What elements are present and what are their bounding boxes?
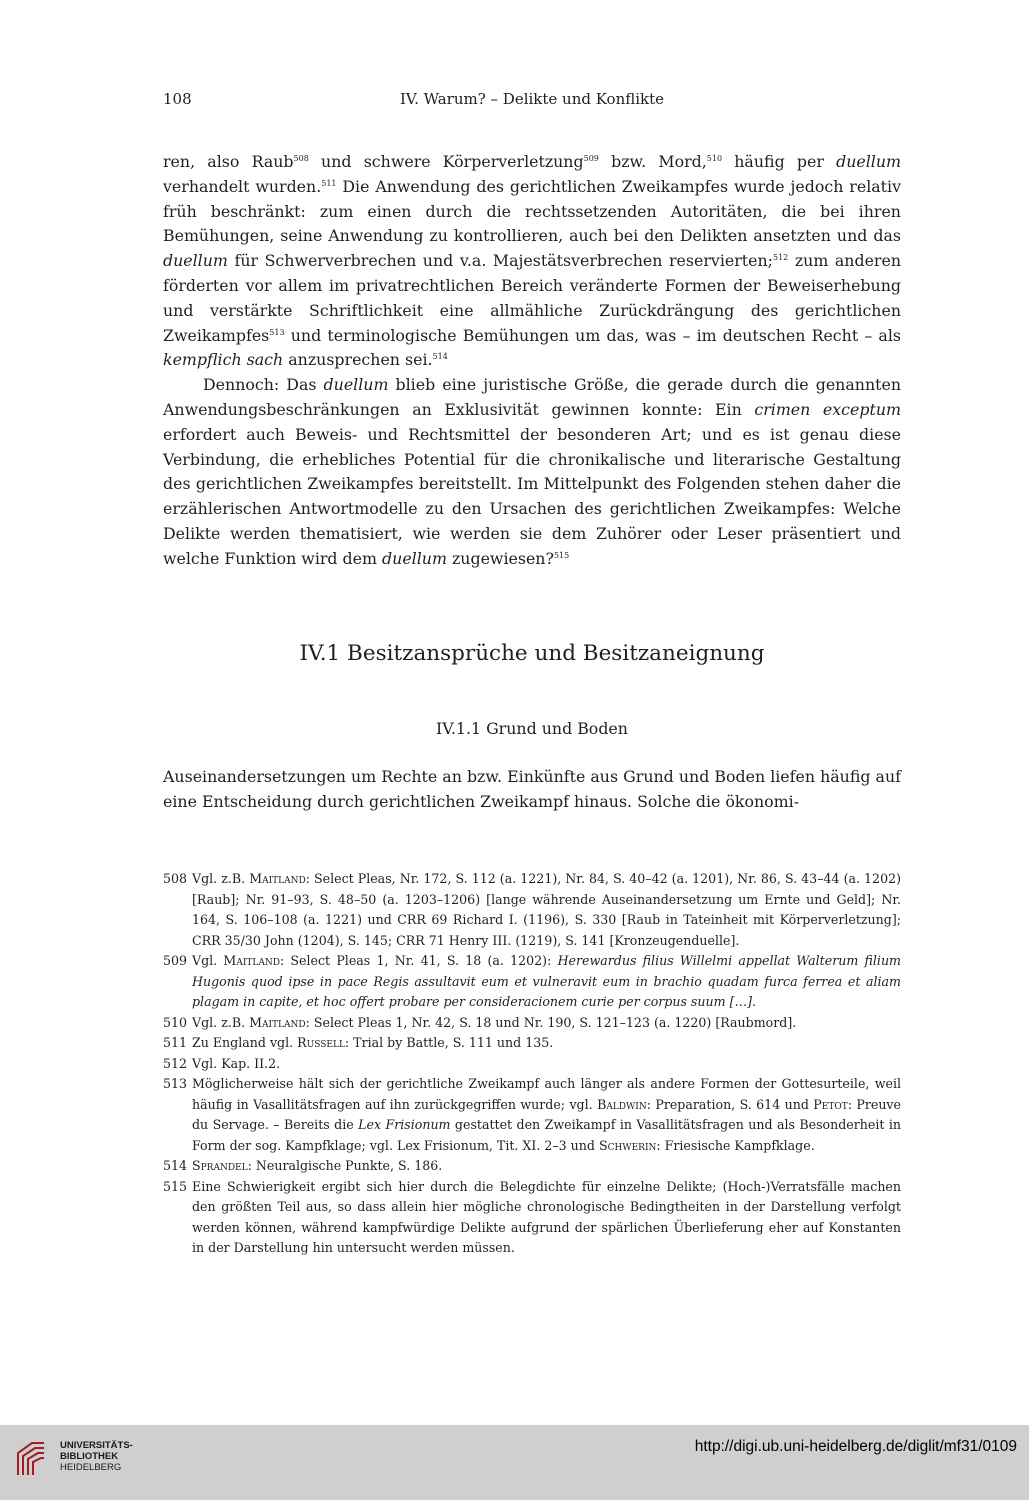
page-number: 108 bbox=[163, 90, 192, 108]
library-logo-icon bbox=[14, 1439, 48, 1479]
author-name: Maitland bbox=[249, 1014, 306, 1030]
footnote-ref-515[interactable]: 515 bbox=[553, 550, 570, 560]
footnote-number: 513 bbox=[163, 1076, 188, 1091]
footnote-512 bbox=[163, 1054, 901, 1075]
italic-term: Lex Frisionum bbox=[358, 1117, 451, 1132]
footnote-number: 511 bbox=[163, 1035, 188, 1050]
italic-term: crimen exceptum bbox=[754, 399, 901, 419]
author-name: Russell bbox=[297, 1035, 345, 1050]
italic-term: duellum bbox=[323, 375, 389, 395]
author-name: Maitland bbox=[223, 953, 280, 968]
text-run: Dennoch: Das bbox=[203, 375, 324, 395]
text-run: Zu England vgl. bbox=[192, 1035, 298, 1050]
footnote-text bbox=[192, 1177, 901, 1259]
text-run: und schwere Körperverletzung bbox=[308, 152, 584, 171]
logo-line-2: BIBLIOTHEK bbox=[60, 1451, 119, 1462]
text-run: Die Anwendung des gerichtlichen Zweikampfes wurde jedoch relativ früh beschränkt: zum einen durch die rechtssetzenden Autoritäten, die bei ihren Bemühungen, seine Anwendung zu kontrollieren, auch bei den Delikten ansetzten und das bbox=[163, 176, 901, 246]
text-run: gestattet den Zweikampf in Vasallitätsfragen und als Besonderheit in Form der sog. Kampfklage; vgl. Lex Frisionum, Tit. XI. 2–3 und bbox=[192, 1117, 901, 1153]
footnote-509 bbox=[163, 951, 901, 1013]
text-run: : Neuralgische Punkte, S. 186. bbox=[247, 1158, 443, 1173]
logo-line-3: HEIDELBERG bbox=[60, 1462, 122, 1473]
author-name: Maitland bbox=[249, 871, 306, 886]
paragraph-1 bbox=[163, 150, 901, 373]
italic-term: duellum bbox=[163, 251, 228, 271]
footnote-ref-508[interactable]: 508 bbox=[293, 154, 309, 163]
text-run: : Preparation, S. 614 und bbox=[646, 1096, 814, 1112]
subsection-heading: IV.1.1 Grund und Boden bbox=[436, 719, 628, 738]
text-run: anzusprechen sei. bbox=[283, 350, 433, 370]
paragraph-2 bbox=[163, 373, 901, 571]
footnote-number: 512 bbox=[163, 1055, 188, 1071]
footnote-ref-511[interactable]: 511 bbox=[321, 178, 337, 188]
author-name: Sprandel bbox=[192, 1158, 248, 1173]
text-run: : Select Pleas 1, Nr. 41, S. 18 (a. 1202): bbox=[279, 953, 558, 968]
text-run: zum anderen förderten vor allem im privatrechtlichen Bereich veränderte Formen der Beweiserhebung und verstärkte Schriftlichkeit eine allmähliche Zurückdrängung des gerichtlichen Zweikampfes bbox=[163, 251, 901, 345]
footnote-text bbox=[192, 1013, 901, 1034]
author-name: Schwerin bbox=[598, 1137, 657, 1153]
italic-term: duellum bbox=[836, 152, 901, 171]
footnote-514 bbox=[163, 1156, 901, 1177]
footnote-ref-510[interactable]: 510 bbox=[706, 154, 723, 163]
text-run: für Schwerverbrechen und v.a. Majestätsverbrechen reservierten; bbox=[227, 251, 773, 271]
author-name: Baldwin bbox=[597, 1096, 647, 1112]
running-title: IV. Warum? – Delikte und Konflikte bbox=[399, 90, 665, 108]
footnote-text bbox=[192, 1054, 901, 1075]
footnote-number: 514 bbox=[163, 1158, 188, 1173]
latin-quotation: Herewardus filius Willelmi appellat Walterum filium Hugonis quod ipse in pace Regis assultavit eum et vulneravit eum in brachio quadam furca ferrea et aliam plagam in capite, et hoc offert probare per consideracionem curie per corpus suum […]. bbox=[192, 953, 901, 1009]
library-logo-text bbox=[60, 1440, 133, 1473]
footnote-515 bbox=[163, 1177, 901, 1259]
text-run: Vgl. z.B. bbox=[192, 1014, 250, 1030]
italic-term: duellum bbox=[382, 548, 447, 568]
footnote-511 bbox=[163, 1033, 901, 1054]
text-run: : Select Pleas, Nr. 172, S. 112 (a. 1221), Nr. 84, S. 40–42 (a. 1201), Nr. 86, S. 43–44 (a. 1202) [Raub]; Nr. 91–93, S. 48–50 (a. 1203–1206) [lange währende Auseinandersetzung um Ernte und Geld]; Nr. 164, S. 106–108 (a. 1221) und CRR 69 Richard I. (1196), S. 330 [Raub in Tateinheit mit Körperverletzung]; CRR 35/30 John (1204), S. 145; CRR 71 Henry III. (1219), S. 141 [Kronzeugenduelle]. bbox=[192, 871, 902, 948]
text-run: : Trial by Battle, S. 111 und 135. bbox=[344, 1035, 554, 1050]
text-run: verhandelt wurden. bbox=[163, 176, 322, 196]
footnote-508 bbox=[163, 869, 901, 951]
text-run: häufig per bbox=[722, 152, 837, 171]
text-run: : Select Pleas 1, Nr. 42, S. 18 und Nr. 190, S. 121–123 (a. 1220) [Raubmord]. bbox=[305, 1014, 797, 1030]
permalink-url[interactable]: http://digi.ub.uni-heidelberg.de/diglit/mf31/0109 bbox=[694, 1438, 1017, 1455]
text-run: ren, also Raub bbox=[163, 152, 294, 171]
footnote-513 bbox=[163, 1074, 901, 1156]
footnote-text bbox=[192, 1033, 901, 1054]
footnote-number: 510 bbox=[163, 1014, 188, 1030]
footnotes bbox=[163, 869, 901, 1259]
footnote-510 bbox=[163, 1013, 901, 1034]
text-run: : Preuve du Servage. – Bereits die bbox=[192, 1096, 902, 1132]
author-name: Petot bbox=[813, 1096, 848, 1112]
footnote-number: 515 bbox=[163, 1178, 188, 1194]
page-header bbox=[163, 90, 901, 112]
body-text bbox=[163, 150, 901, 572]
text-run: zugewiesen? bbox=[446, 548, 554, 568]
section-paragraph: Auseinandersetzungen um Rechte an bzw. Einkünfte aus Grund und Boden liefen häufig auf eine Entscheidung durch gerichtlichen Zweikampf hinaus. Solche die ökonomi- bbox=[163, 767, 901, 811]
text-run: Vgl. z.B. bbox=[192, 871, 250, 886]
footnote-ref-514[interactable]: 514 bbox=[432, 352, 448, 362]
footnote-text bbox=[192, 1156, 901, 1177]
footnote-number: 509 bbox=[163, 953, 188, 968]
text-run: Eine Schwierigkeit ergibt sich hier durch die Belegdichte für einzelne Delikte; (Hoch-)Verratsfälle machen den größten Teil aus, so dass allein hier mögliche chronologische Bedingtheiten in der Darstellung verfolgt werden können, während kampfwürdige Delikte aufgrund der spärlichen Überlieferung eher auf Konstanten in der Darstellung hin untersucht werden müssen. bbox=[192, 1178, 901, 1255]
footnote-number: 508 bbox=[163, 871, 188, 886]
footnote-text bbox=[192, 869, 901, 951]
footnote-ref-509[interactable]: 509 bbox=[583, 154, 599, 163]
italic-term: kempflich sach bbox=[163, 350, 284, 370]
footnote-text bbox=[192, 1074, 901, 1156]
footnote-text bbox=[192, 951, 901, 1013]
text-run: Vgl. Kap. II.2. bbox=[192, 1055, 281, 1071]
text-run: Vgl. bbox=[192, 953, 224, 968]
text-run: erfordert auch Beweis- und Rechtsmittel der besonderen Art; und es ist genau diese Verbindung, die erhebliches Potential für die chronikalische und literarische Gestaltung des gerichtlichen Zweikampfes bereitstellt. Im Mittelpunkt des Folgenden stehen daher die erzählerischen Antwortmodelle zu den Ursachen des gerichtlichen Zweikampfes: Welche Delikte werden thematisiert, wie werden sie dem Zuhörer oder Leser präsentiert und welche Funktion wird dem bbox=[163, 424, 901, 568]
footer-bar bbox=[0, 1425, 1029, 1500]
logo-line-1: UNIVERSITÄTS- bbox=[60, 1440, 133, 1451]
section-heading: IV.1 Besitzansprüche und Besitzaneignung bbox=[299, 641, 765, 666]
text-run: blieb eine juristische Größe, die gerade durch die genannten Anwendungsbeschränkungen an Exklusivität gewinnen konnte: Ein bbox=[163, 375, 901, 419]
footnote-ref-513[interactable]: 513 bbox=[269, 327, 285, 337]
text-run: bzw. Mord, bbox=[598, 152, 707, 171]
footnote-ref-512[interactable]: 512 bbox=[772, 253, 789, 263]
text-run: und terminologische Bemühungen um das, was – im deutschen Recht – als bbox=[284, 325, 901, 345]
text-run: : Friesische Kampfklage. bbox=[656, 1137, 815, 1153]
text-run: Möglicherweise hält sich der gerichtliche Zweikampf auch länger als andere Formen der Gottesurteile, weil häufig in Vasallitätsfragen auf ihn zurückgegriffen wurde; vgl. bbox=[192, 1076, 901, 1112]
